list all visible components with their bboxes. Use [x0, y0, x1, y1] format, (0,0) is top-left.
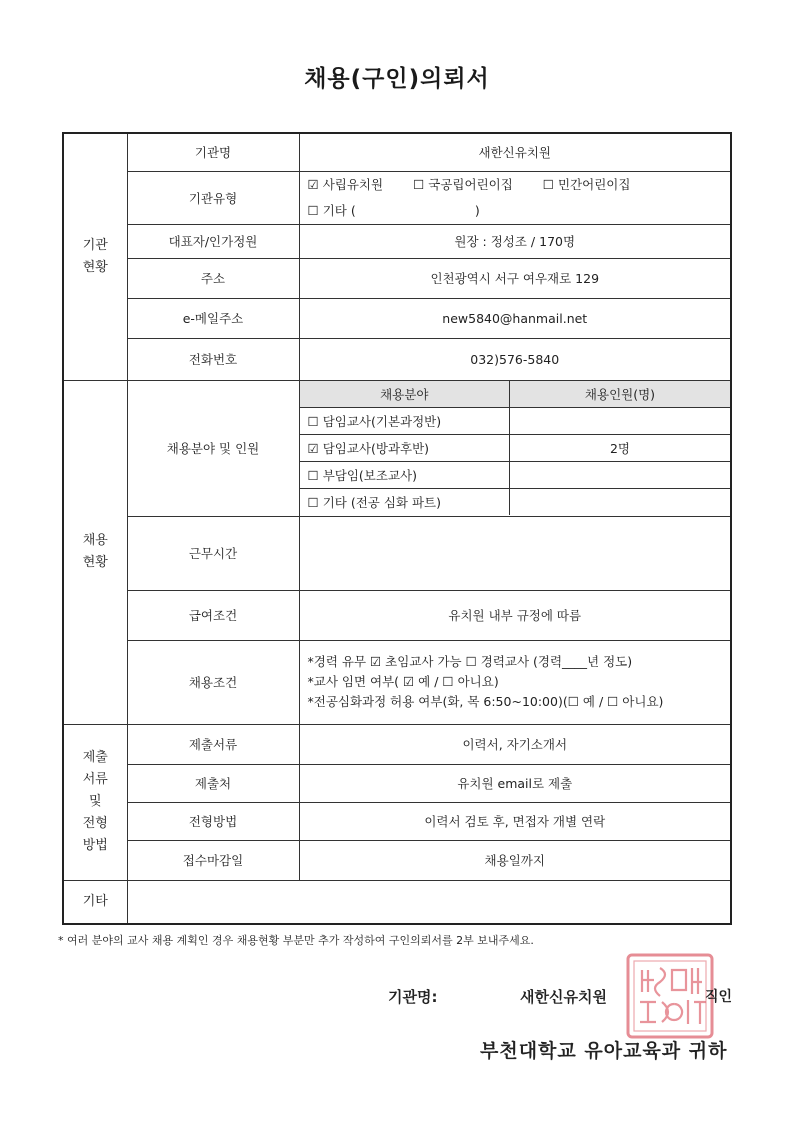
hiring-count: 2명	[510, 435, 731, 462]
hiring-field-item[interactable]: ☑ 담임교사(방과후반)	[300, 435, 510, 462]
submit-to-label: 제출처	[127, 764, 299, 802]
screening-method-label: 전형방법	[127, 802, 299, 840]
signature-org-name: 새한신유치원	[520, 988, 607, 1006]
table-row	[300, 435, 731, 462]
condition-line: *교사 임면 여부( ☑ 예 / ☐ 아니요)	[307, 674, 499, 689]
work-hours-value	[299, 516, 731, 590]
salary-label: 급여조건	[127, 590, 299, 640]
submit-to-value: 유치원 email로 제출	[299, 764, 731, 802]
official-seal-icon	[624, 952, 716, 1040]
type-option-public-daycare[interactable]: ☐ 국공립어린이집	[413, 176, 513, 192]
condition-line: *경력 유무 ☑ 초임교사 가능 ☐ 경력교사 (경력____년 정도)	[307, 654, 633, 669]
email-value: new5840@hanmail.net	[299, 298, 731, 338]
seal-suffix: 직인	[705, 989, 733, 1005]
table-row	[300, 489, 731, 516]
conditions-label: 채용조건	[127, 640, 299, 724]
type-option-other[interactable]: ☐ 기타 ( )	[307, 202, 480, 218]
table-row	[300, 462, 731, 489]
hiring-count	[510, 489, 731, 516]
institution-name-value: 새한신유치원	[299, 133, 731, 171]
table-row	[300, 408, 731, 435]
addressee: 부천대학교 유아교육과 귀하	[480, 1040, 728, 1062]
checkbox-empty-icon: ☐	[307, 468, 319, 483]
request-form-table	[62, 132, 732, 925]
hiring-field-label: 채용분야 및 인원	[127, 380, 299, 516]
work-hours-label: 근무시간	[127, 516, 299, 590]
deadline-value: 채용일까지	[299, 840, 731, 880]
other-label: 기타	[63, 880, 127, 924]
institution-type-options	[299, 171, 731, 224]
salary-value: 유치원 내부 규정에 따름	[299, 590, 731, 640]
hiring-field-table	[300, 381, 731, 515]
representative-label: 대표자/인가정원	[127, 224, 299, 258]
document-title: 채용(구인)의뢰서	[304, 66, 490, 92]
conditions-value	[299, 640, 731, 724]
hiring-field-item[interactable]: ☐ 부담임(보조교사)	[300, 462, 510, 489]
section-submission: 제출 서류 및 전형 방법	[63, 724, 127, 880]
section-hiring: 채용 현황	[63, 380, 127, 724]
deadline-label: 접수마감일	[127, 840, 299, 880]
other-value	[127, 880, 731, 924]
condition-line: *전공심화과정 허용 여부(화, 목 6:50~10:00)(☐ 예 / ☐ 아니요)	[307, 694, 664, 709]
hiring-field-cell	[299, 380, 731, 516]
col-header-count: 채용인원(명)	[510, 381, 731, 408]
footnote: * 여러 분야의 교사 채용 계획인 경우 채용현황 부분만 추가 작성하여 구인의뢰서를 2부 보내주세요.	[58, 934, 534, 947]
address-label: 주소	[127, 258, 299, 298]
checkbox-empty-icon: ☐	[307, 414, 319, 429]
section-institution: 기관 현황	[63, 133, 127, 380]
representative-value: 원장 : 정성조 / 170명	[299, 224, 731, 258]
institution-type-label: 기관유형	[127, 171, 299, 224]
phone-value: 032)576-5840	[299, 338, 731, 380]
hiring-field-item[interactable]: ☐ 기타 (전공 심화 파트)	[300, 489, 510, 516]
type-option-private-kindergarten[interactable]: ☑ 사립유치원	[307, 176, 384, 192]
screening-method-value: 이력서 검토 후, 면접자 개별 연락	[299, 802, 731, 840]
type-option-private-daycare[interactable]: ☐ 민간어린이집	[542, 176, 631, 192]
signature-label: 기관명:	[388, 988, 438, 1006]
hiring-count	[510, 408, 731, 435]
hiring-field-item[interactable]: ☐ 담임교사(기본과정반)	[300, 408, 510, 435]
documents-label: 제출서류	[127, 724, 299, 764]
checkbox-checked-icon: ☑	[307, 441, 319, 456]
hiring-count	[510, 462, 731, 489]
address-value: 인천광역시 서구 여우재로 129	[299, 258, 731, 298]
phone-label: 전화번호	[127, 338, 299, 380]
checkbox-empty-icon: ☐	[307, 202, 319, 218]
email-label: e-메일주소	[127, 298, 299, 338]
checkbox-empty-icon: ☐	[307, 495, 319, 510]
checkbox-empty-icon: ☐	[413, 176, 425, 192]
checkbox-empty-icon: ☐	[542, 176, 555, 192]
checkbox-checked-icon: ☑	[307, 176, 319, 192]
documents-value: 이력서, 자기소개서	[299, 724, 731, 764]
col-header-field: 채용분야	[300, 381, 510, 408]
institution-name-label: 기관명	[127, 133, 299, 171]
